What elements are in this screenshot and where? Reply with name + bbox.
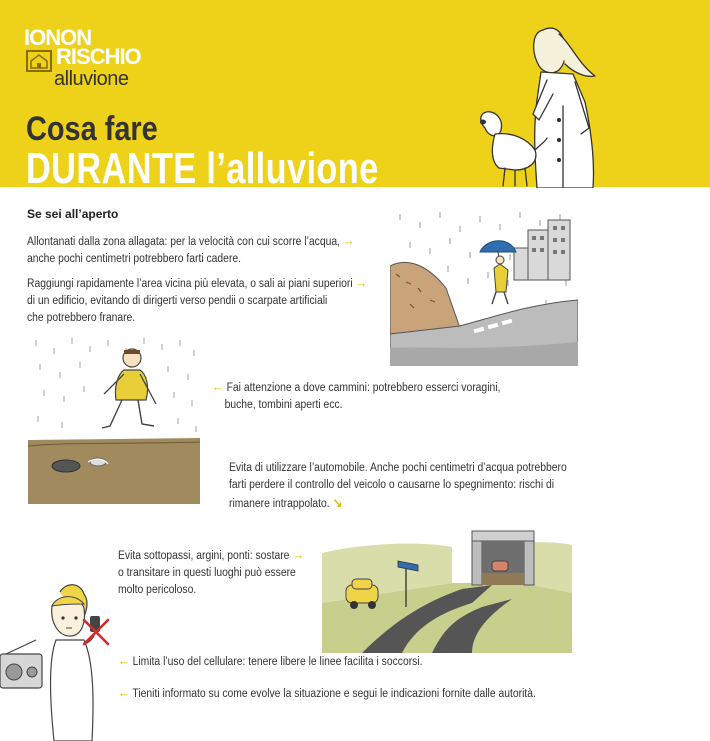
tip-avoid-car: Evita di utilizzare l’automobile. Anche pochi centimetri d’acqua potrebbero farti perdere il controllo del veicolo o causarne lo spegnimento: rischi di rimanere intrappolato. ↘ bbox=[229, 462, 567, 510]
arrow-right-icon: → bbox=[355, 275, 368, 290]
arrow-down-right-icon: ↘ bbox=[332, 495, 343, 510]
girl-with-phone-illustration bbox=[0, 582, 112, 741]
arrow-right-icon: → bbox=[342, 233, 355, 248]
page-title-line2: DURANTE l’alluvione bbox=[26, 144, 379, 193]
manhole-walker-illustration bbox=[28, 334, 200, 504]
tip-avoid-underpasses: Evita sottopassi, argini, ponti: sostare → o transitare in questi luoghi può essere molto pericoloso. bbox=[118, 547, 305, 596]
house-icon bbox=[26, 50, 52, 72]
logo-rischio: RISCHIO bbox=[56, 44, 141, 69]
logo-io: IO bbox=[24, 25, 46, 50]
underpass-car-illustration bbox=[322, 523, 572, 653]
woman-with-dog-illustration bbox=[455, 10, 605, 188]
arrow-left-icon: ← bbox=[212, 379, 224, 394]
page-title-line1: Cosa fare bbox=[26, 110, 158, 148]
tip-stay-informed: ← Tieniti informato su come evolve la situazione e segui le indicazioni fornite dalle autorità. bbox=[118, 685, 536, 700]
logo-alluvione: alluvione bbox=[54, 68, 129, 90]
tip-higher-ground: Raggiungi rapidamente l’area vicina più elevata, o sali ai piani superiori → di un edificio, evitando di dirigerti verso pendii o scarpate artificiali che potrebbero franare. bbox=[27, 275, 368, 324]
arrow-right-icon: → bbox=[292, 547, 305, 562]
arrow-left-icon: ← bbox=[118, 685, 130, 700]
umbrella-walker-illustration bbox=[390, 208, 578, 366]
section-subtitle: Se sei all’aperto bbox=[27, 207, 119, 221]
tip-limit-phone: ← Limita l’uso del cellulare: tenere libere le linee facilita i soccorsi. bbox=[118, 653, 423, 668]
arrow-left-icon: ← bbox=[118, 653, 130, 668]
logo bbox=[24, 25, 164, 92]
tip-move-away: Allontanati dalla zona allagata: per la velocità con cui scorre l’acqua, → anche pochi centimetri potrebbero farti cadere. bbox=[27, 233, 355, 265]
logo-non: NON bbox=[45, 25, 92, 50]
tip-watch-step: ← Fai attenzione a dove cammini: potrebbero esserci voragini, buche, tombini aperti ecc. bbox=[212, 379, 501, 411]
